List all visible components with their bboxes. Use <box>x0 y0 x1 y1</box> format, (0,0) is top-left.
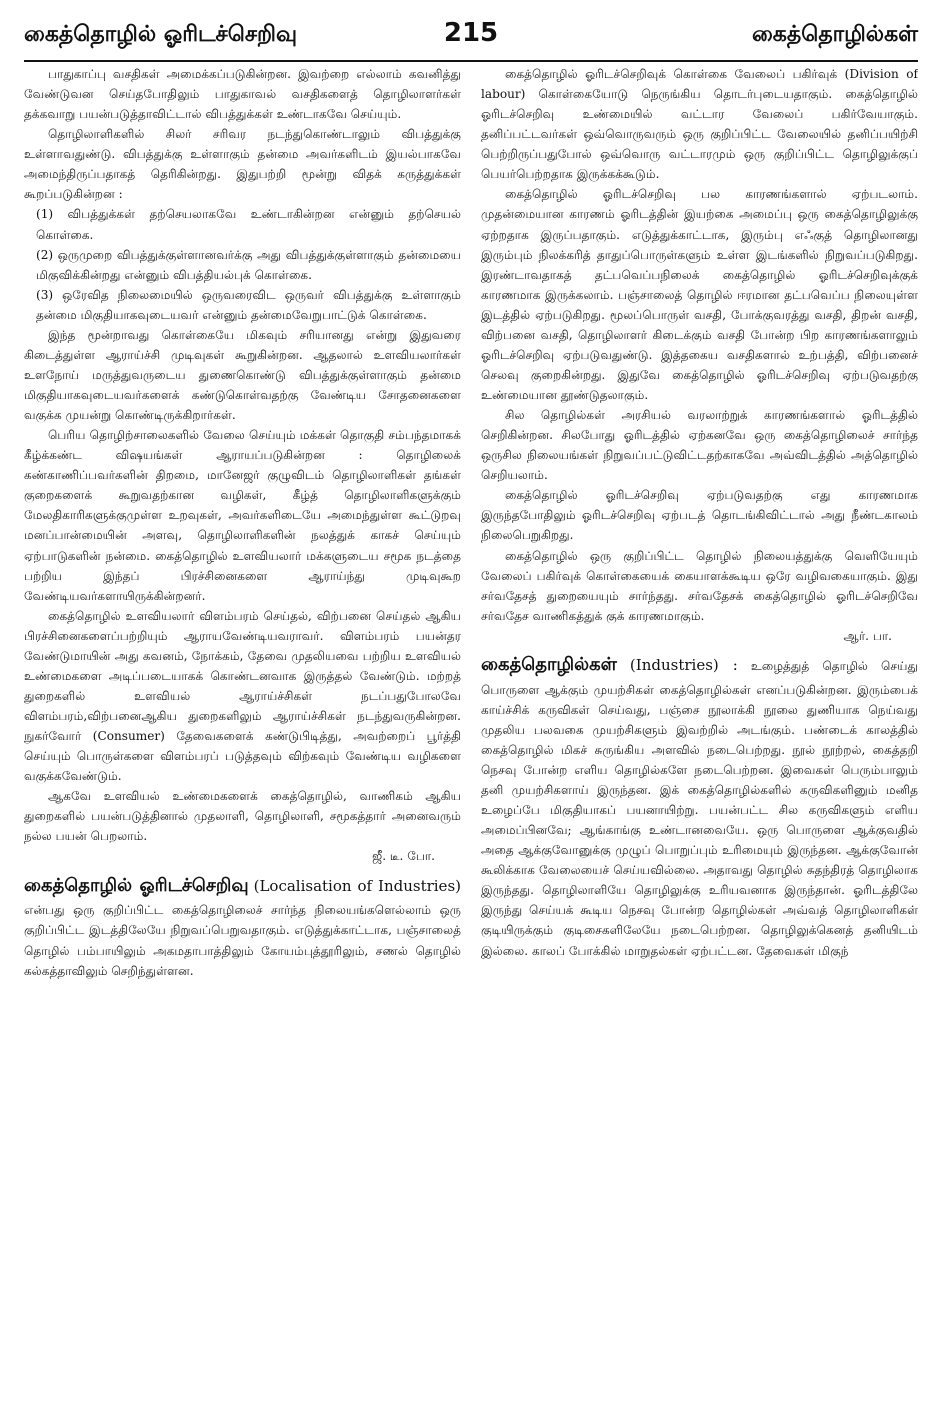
right-column <box>481 64 918 1408</box>
left-column <box>24 64 461 1408</box>
paragraph: கைத்தொழில் ஓரிடச்செறிவு பல காரணங்களால் ஏற்படலாம். முதன்மையான காரணம் ஓரிடத்தின் இயற்கை அமைப்பு ஒரு கைத்தொழிலுக்கு ஏற்றதாக இருப்பதாகும். எடுத்துக்காட்டாக, இரும்பு எஃகுத் தொழிலானது இரும்பும் நிலக்கரித் தாதுப்பொருள்களும் உள்ள இடங்களில் நிறுவப்படுகிறது. இரண்டாவதாகத் தட்பவெப்பநிலைக் கைத்தொழில் ஓரிடச்செறிவுக்குக் காரணமாக இருக்கலாம். பஞ்சாலைத் தொழில் ஈரமான தட்பவெப்ப நிலையுள்ள இடத்தில் ஏற்படுகிறது. மூலப்பொருள் வசதி, போக்குவரத்து வசதி, திறன் வசதி, விற்பனை வசதி, தொழிலாளர் கிடைக்கும் வசதி போன்ற பிற காரணங்களாலும் ஓரிடச்செறிவு ஏற்படுவதுண்டு. இத்தகைய வசதிகளால் உற்பத்தி, விற்பனைச் செலவு குறைகின்றது. இதுவே கைத்தொழில் ஓரிடச்செறிவு ஏற்படுவதற்கு உண்மையான தூண்டுதலாகும். <box>481 187 918 402</box>
paragraph: பெரிய தொழிற்சாலைகளில் வேலை செய்யும் மக்கள் தொகுதி சம்பந்தமாகக் கீழ்க்கண்ட விஷயங்கள் ஆராயப்படுகின்றன : தொழிலைக் கண்காணிப்பவர்களின் திறமை, மானேஜர் குழுவிடம் தொழிலாளிகள் தங்கள் குறைகளைக் கூறுவதற்கான வழிகள், கீழ்த் தொழிலாளிகளுக்கும் மேலதிகாரிகளுக்குமுள்ள உறவுகள், அவர்களிடையே அமைந்துள்ள கூட்டுறவு மனப்பான்மையின் அளவு, தொழிலாளிகளின் நலத்துக் காகச் செய்யும் ஏற்பாடுகளின் நன்மை. கைத்தொழில் உளவியலார் மக்களுடைய சமூக நடத்தை பற்றிய இந்தப் பிரச்சினைகளை ஆராய்ந்து முடிவுகூற வேண்டியவர்களாயிருக்கின்றனர். <box>24 428 461 603</box>
paragraph: கைத்தொழில் ஓரிடச்செறிவுக் கொள்கை வேலைப் பகிர்வுக் (Division of labour) கொள்கையோடு நெருங்கிய தொடர்புடையதாகும். கைத்தொழில் ஓரிடச்செறிவு உண்மையில் வட்டார வேலைப் பகிர்வேயாகும். தனிப்பட்டவர்கள் ஒவ்வொருவரும் ஒரு குறிப்பிட்ட வேலையில் தனிப்பயிற்சி பெற்றிருப்பதுபோல் ஒவ்வொரு வட்டாரமும் ஒரு குறிப்பிட்ட தொழிலுக்குப் பெயர்பெற்றதாக இருக்கக்கூடும். <box>481 67 918 182</box>
paragraph: ஆகவே உளவியல் உண்மைகளைக் கைத்தொழில், வாணிகம் ஆகிய துறைகளில் பயன்படுத்தினால் முதலாளி, தொழிலாளி, சமூகத்தார் அனைவரும் நல்ல பயன் பெறலாம். <box>24 789 461 844</box>
paragraph: கைத்தொழில் ஓரிடச்செறிவு ஏற்படுவதற்கு எது காரணமாக இருந்தபோதிலும் ஓரிடச்செறிவு ஏற்படத் தொடங்கிவிட்டால் அது நீண்டகாலம் நிலைபெறுகிறது. <box>481 488 918 543</box>
header-right-title: கைத்தொழில்கள் <box>751 22 918 47</box>
paragraph: பாதுகாப்பு வசதிகள் அமைக்கப்படுகின்றன. இவற்றை எல்லாம் கவனித்து வேண்டுவன செய்தபோதிலும் பாதுகாவல் வசதிகளைத் தொழிலாளர்கள் தக்கவாறு பயன்படுத்தாவிட்டால் விபத்துக்கள் உண்டாகவே செய்யும். <box>24 67 461 122</box>
author-signature: ஆர். பா. <box>843 628 892 643</box>
paragraph: கைத்தொழில் உளவியலார் விளம்பரம் செய்தல், விற்பனை செய்தல் ஆகிய பிரச்சினைகளைப்பற்றியும் ஆராயவேண்டியவராவர். விளம்பரம் பயன்தர வேண்டுமாயின் அது கவனம், நோக்கம், தேவை முதலியவை பற்றிய உளவியல் உண்மைகளை அடிப்படையாகக் கொண்டனவாக இருத்தல் வேண்டும். மற்றத் துறைகளில் உளவியல் ஆராய்ச்சிகள் நடப்பதுபோலவே விளம்பரம்,விற்பனைஆகிய துறைகளிலும் ஆராய்ச்சிகள் நடந்துவருகின்றன. நுகர்வோர் (Consumer) தேவைகளைக் கண்டுபிடித்து, அவற்றைப் பூர்த்தி செய்யும் பொருள்களை விளம்பரப் படுத்தவும் விற்கவும் வேண்டிய வழிகளை வகுக்கவேண்டும். <box>24 608 461 784</box>
article-body: உழைத்துத் தொழில் செய்து பொருளை ஆக்கும் முயற்சிகள் கைத்தொழில்கள் எனப்படுகின்றன. இரும்பைக் காய்ச்சிக் கருவிகள் செய்வது, பஞ்சை நூலாக்கி நூலை துணியாக நெய்வது முதலிய பலவகை முயற்சிகளும் இவற்றில் அடங்கும். பண்டைக் காலத்தில் கைத்தொழில் மிகச் சுருங்கிய அளவில் நடைபெற்றது. நூல் நூற்றல், கைத்தறி நெசவு போன்ற எளிய தொழில்களே நடைபெற்றன. இவைகள் பெரும்பாலும் தனி முயற்சிகளாய் இருந்தன. இக் கைத்தொழில்களில் கருவிகளினும் மனித உழைப்பே மிகுதியாகப் பயனாயிற்று. பயன்பட்ட சில கருவிகளும் எளிய அமைப்பினவே; ஆங்காங்கு உண்டானவையே. ஒரு பொருளை ஆக்குவதில் அதை ஆக்குவோனுக்கு முழுப் பொறுப்பும் உரிமையும் இருந்தன. ஆக்குவோன் கூலிக்காக வேலையைச் செய்யவில்லை. அதாவது தொழில் சுதந்திரத் தொழிலாக இருந்தது. தொழிலாளியே தொழிலுக்கு உரியவனாக இருந்தான். ஓரிடத்திலே இருந்து செய்யக் கூடிய நெசவு போன்ற தொழில்கள் அவ்வத் தொழிலாளிகள் குடியிருக்கும் குடிசைகளிலேயே நடைபெற்றன. தொழிலுக்கெனத் தனியிடம் இல்லை. காலப் போக்கில் மாறுதல்கள் ஏற்பட்டன. தேவைகள் மிகுந் <box>481 658 918 958</box>
author-signature: ஜீ. டீ. போ. <box>372 849 435 864</box>
list-item: (3) ஒரேவித நிலைமையில் ஒருவரைவிட ஒருவர் விபத்துக்கு உள்ளாகும் தன்மை மிகுதியாகவுடையவர் என்னும் தன்மைவேறுபாட்டுக் கொள்கை. <box>36 287 461 322</box>
article-body: என்பது ஒரு குறிப்பிட்ட கைத்தொழிலைச் சார்ந்த நிலையங்களெல்லாம் ஒரு குறிப்பிட்ட இடத்திலேயே நிறுவப்பெறுவதாகும். எடுத்துக்காட்டாக, பஞ்சாலைத் தொழில் பம்பாயிலும் அகமதாபாத்திலும் கோயம்புத்தூரிலும், சணல் தொழில் கல்கத்தாவிலும் செறிந்துள்ளன. <box>24 903 461 978</box>
article-heading-english: (Localisation of Industries) <box>253 876 461 895</box>
paragraph: இந்த மூன்றாவது கொள்கையே மிகவும் சரியானது என்று இதுவரை கிடைத்துள்ள ஆராய்ச்சி முடிவுகள் கூறுகின்றன. ஆதலால் உளவியலார்கள் உளநோய் மருத்துவருடைய துணைகொண்டு விபத்துக்குள்ளாகும் தன்மை மிகுதியாகவுடையவர்களைக் கண்டுகொள்வதற்கு வேண்டிய சோதனைகளை வகுக்க முயன்று கொண்டிருக்கிறார்கள். <box>24 327 461 423</box>
article-localisation <box>24 871 461 981</box>
columns <box>24 64 918 1408</box>
article-heading-english: (Industries) : <box>629 655 738 674</box>
list-item: (1) விபத்துக்கள் தற்செயலாகவே உண்டாகின்றன என்னும் தற்செயல் கொள்கை. <box>36 207 461 242</box>
header-left-title: கைத்தொழில் ஓரிடச்செறிவு <box>24 22 298 47</box>
page-number: 215 <box>443 18 499 48</box>
article-heading: கைத்தொழில்கள் <box>481 653 617 675</box>
paragraph: தொழிலாளிகளில் சிலர் சரிவர நடந்துகொண்டாலும் விபத்துக்கு உள்ளாவதுண்டு. விபத்துக்கு உள்ளாகும் தன்மை அவர்களிடம் இயல்பாகவே அமைந்திருப்பதாகத் தெரிகின்றது. இதுபற்றி மூன்று விதக் கருத்துக்கள் கூறப்படுகின்றன : <box>24 127 461 202</box>
article-industries <box>481 650 918 961</box>
page-header <box>24 0 918 62</box>
paragraph: சில தொழில்கள் அரசியல் வரலாற்றுக் காரணங்களால் ஓரிடத்தில் செறிகின்றன. சிலபோது ஓரிடத்தில் ஏற்கனவே ஒரு கைத்தொழிலைச் சார்ந்த ஒருசில நிலையங்கள் நிறுவப்பட்டுவிட்டதற்காகவே அவ்விடத்தில் அத்தொழில் செறியலாம். <box>481 408 918 483</box>
article-heading: கைத்தொழில் ஓரிடச்செறிவு <box>24 874 249 896</box>
paragraph: கைத்தொழில் ஒரு குறிப்பிட்ட தொழில் நிலையத்துக்கு வெளியேயும் வேலைப் பகிர்வுக் கொள்கையைக் கையாளக்கூடிய ஒரே வழிவகையாகும். இது சர்வதேசத் துறையையும் சார்ந்தது. சர்வதேசக் கைத்தொழில் ஓரிடச்செறிவே சர்வதேச வாணிகத்துக் குக் காரணமாகும். <box>481 548 918 623</box>
list-item: (2) ஒருமுறை விபத்துக்குள்ளானவர்க்கு அது விபத்துக்குள்ளாகும் தன்மையை மிகுவிக்கின்றது என்னும் விபத்தியல்புக் கொள்கை. <box>36 247 461 282</box>
